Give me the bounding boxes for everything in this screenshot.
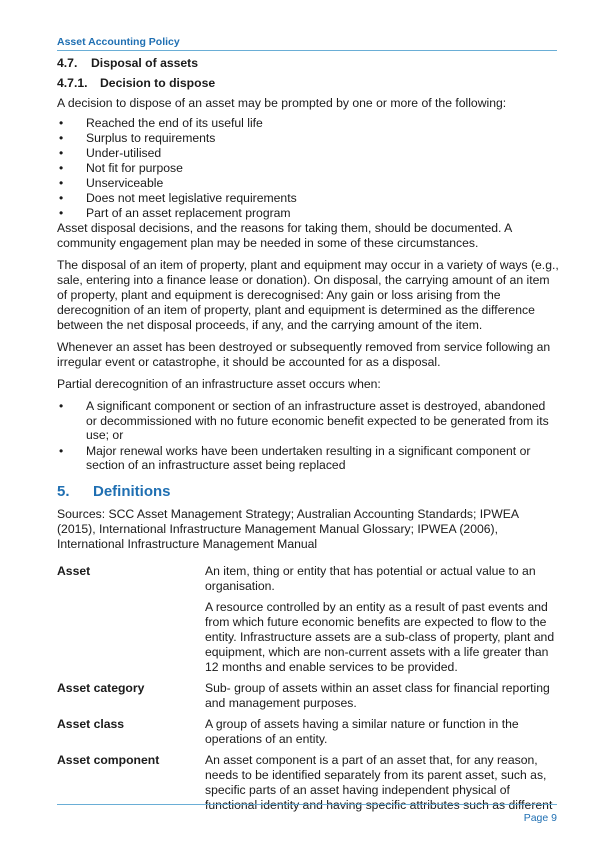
list-item: [57, 176, 559, 191]
subsection-title: Decision to dispose: [100, 76, 216, 90]
list-item: [57, 131, 559, 146]
list-item-text: Surplus to requirements: [86, 131, 216, 145]
definition-term: Asset category: [57, 680, 145, 695]
page-content: [57, 55, 559, 819]
bullet-icon: •: [59, 176, 64, 190]
list-item-text: Not fit for purpose: [86, 161, 183, 175]
list-item-text: Unserviceable: [86, 176, 164, 190]
list-item: [57, 399, 559, 443]
definition-text: A resource controlled by an entity as a result of past events and from which future economic benefits are expected to flow to the entity. Infrastructure assets are a sub-class of property, plant and equipment, which are non-current assets with a life greater than 12 months and enable services to be provided.: [205, 599, 555, 674]
list-item: [57, 161, 559, 176]
intro-paragraph: A decision to dispose of an asset may be prompted by one or more of the following:: [57, 96, 507, 110]
section-number: 4.7.: [57, 56, 78, 70]
list-item: [57, 206, 559, 221]
definition-term: Asset class: [57, 716, 125, 731]
definition-term: Asset component: [57, 752, 160, 767]
bullet-icon: •: [59, 206, 64, 220]
list-item-text: A significant component or section of an infrastructure asset is destroyed, abandoned or decommissioned with no future economic benefit expected to be generated from its use; or: [86, 399, 549, 442]
definitions-table: [57, 564, 559, 819]
running-header: Asset Accounting Policy: [57, 36, 180, 48]
section-heading-5: [57, 483, 559, 501]
section-heading-4-7: [57, 55, 559, 71]
table-row: [57, 600, 559, 681]
definition-text: A group of assets having a similar nature or function in the operations of an entity.: [205, 716, 519, 746]
page-number: Page 9: [523, 812, 557, 824]
footer-divider: [57, 804, 557, 805]
bullet-icon: •: [59, 116, 64, 130]
bullet-icon: •: [59, 146, 64, 160]
bullet-icon: •: [59, 161, 64, 175]
paragraph: The disposal of an item of property, plant and equipment may occur in a variety of ways (e.g., sale, entering into a finance lease or donation). On disposal, the carrying amount of an item of property, plant and equipment is derecognised: Any gain or loss arising from the derecognition of an item of property, plant and equipment is determined as the difference between the net disposal proceeds, if any, and the carrying amount of the item.: [57, 258, 559, 332]
paragraph: Whenever an asset has been destroyed or subsequently removed from service following an irregular event or catastrophe, it should be accounted for as a disposal.: [57, 340, 551, 369]
subsection-number: 4.7.1.: [57, 76, 88, 90]
section-title: Definitions: [93, 482, 171, 500]
definition-text: Sub- group of assets within an asset class for financial reporting and management purposes.: [205, 680, 550, 710]
bullet-icon: •: [59, 191, 64, 205]
list-item-text: Does not meet legislative requirements: [86, 191, 297, 205]
definition-term: [57, 600, 205, 681]
list-item-text: Reached the end of its useful life: [86, 116, 263, 130]
list-item-text: Under-utilised: [86, 146, 162, 160]
paragraph: Asset disposal decisions, and the reasons for taking them, should be documented. A community engagement plan may be needed in some of these circumstances.: [57, 221, 512, 250]
list-item-text: Part of an asset replacement program: [86, 206, 291, 220]
subsection-heading-4-7-1: [57, 75, 559, 91]
table-row: [57, 753, 559, 819]
table-row: [57, 681, 559, 717]
table-row: [57, 717, 559, 753]
bullet-icon: •: [59, 131, 64, 145]
list-item: [57, 444, 559, 473]
header-divider: [57, 50, 557, 51]
definition-text: An asset component is a part of an asset that, for any reason, needs to be identified separately from its parent asset, such as, specific parts of an asset having independent physical of functional identity and having specific attributes such as different: [205, 752, 553, 812]
sources-paragraph: Sources: SCC Asset Management Strategy; Australian Accounting Standards; IPWEA (2015), International Infrastructure Management Manual Glossary; IPWEA (2006), International Infrastructure Management Manual: [57, 506, 519, 551]
bullet-icon: •: [59, 443, 64, 458]
table-row: [57, 564, 559, 600]
list-item: [57, 191, 559, 206]
list-item: [57, 146, 559, 161]
list-item-text: Major renewal works have been undertaken resulting in a significant component or section of an infrastructure asset being replaced: [86, 443, 531, 472]
section-title: Disposal of assets: [91, 56, 199, 70]
section-number: 5.: [57, 482, 70, 500]
paragraph: Partial derecognition of an infrastructure asset occurs when:: [57, 377, 381, 391]
disposal-reasons-list: [57, 116, 559, 221]
definition-term: Asset: [57, 563, 91, 578]
bullet-icon: •: [59, 399, 64, 413]
list-item: [57, 116, 559, 131]
derecognition-list: [57, 399, 559, 473]
definition-text: An item, thing or entity that has potential or actual value to an organisation.: [205, 563, 536, 593]
